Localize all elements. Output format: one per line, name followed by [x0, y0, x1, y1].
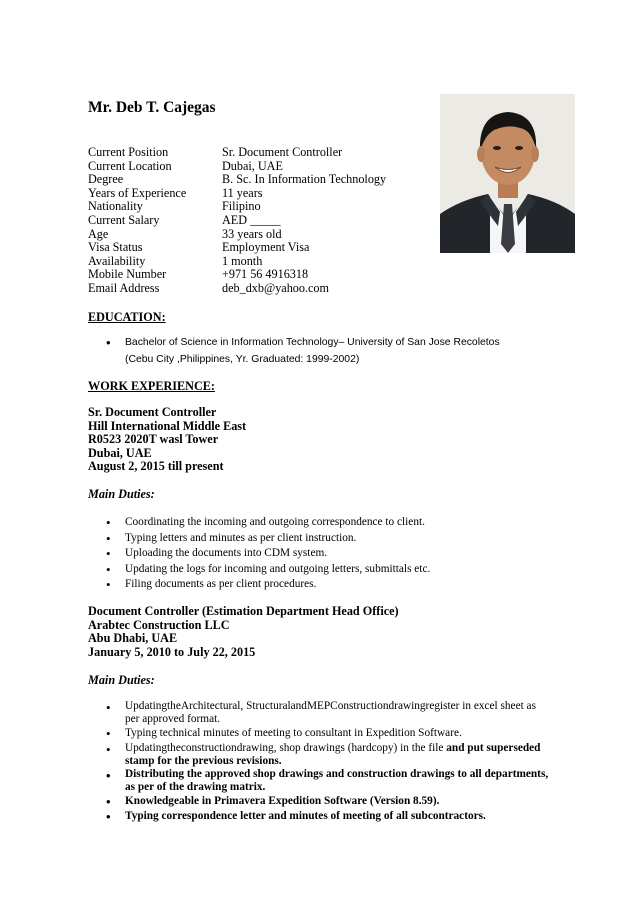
education-degree: Bachelor of Science in Information Technology– University of San Jose Recoletos [125, 337, 500, 348]
info-row-salary [88, 214, 386, 228]
info-label: Visa Status [88, 240, 143, 255]
duty-text: • Distributing the approved shop drawings and construction drawings to all departments, [125, 767, 549, 780]
job1-address: R0523 2020T wasl Tower [88, 432, 219, 447]
job1-title: Sr. Document Controller [88, 405, 217, 419]
education-details: (Cebu City ,Philippines, Yr. Graduated: 1999-2002) [125, 353, 360, 365]
info-row-email [88, 282, 386, 296]
duty-text: Updatingtheconstructiondrawing, shop drawings (hardcopy) in the file [125, 741, 447, 754]
info-label: Mobile Number [88, 267, 167, 282]
job2-period: January 5, 2010 to July 22, 2015 [88, 644, 256, 659]
resume-name: Mr. Deb T. Cajegas [88, 99, 216, 116]
info-label: Age [88, 226, 109, 241]
duty-item [88, 742, 588, 768]
duty-item: • Knowledgeable in Primavera Expedition Software (Version 8.59). [88, 794, 588, 810]
info-value: 1 month [222, 253, 263, 268]
duty-text-continued: per approved format. [125, 713, 221, 725]
personal-info-table [88, 146, 386, 296]
job2-title: Document Controller (Estimation Department Head Office) [88, 604, 399, 618]
info-value: deb_dxb@yahoo.com [222, 280, 330, 295]
info-label: Email Address [88, 280, 160, 295]
work-experience-heading: WORK EXPERIENCE: [88, 379, 215, 393]
info-label: Current Salary [88, 212, 160, 227]
info-row-degree [88, 173, 386, 187]
info-label: Availability [88, 253, 146, 268]
info-value: AED _____ [222, 212, 281, 227]
education-list [88, 335, 558, 368]
job2-duties-list [88, 700, 588, 825]
info-label: Current Position [88, 145, 169, 159]
info-row-current-position [88, 146, 386, 160]
info-value: Dubai, UAE [222, 158, 283, 173]
education-item [88, 335, 558, 368]
duty-text-bold: and put superseded [446, 741, 541, 754]
job1-company: Hill International Middle East [88, 418, 247, 433]
job1-block [88, 406, 246, 474]
info-value: 33 years old [222, 226, 282, 241]
job1-city: Dubai, UAE [88, 445, 152, 460]
info-label: Nationality [88, 199, 143, 214]
duty-item: • Uploading the documents into CDM system. [88, 546, 588, 562]
info-row-mobile [88, 268, 386, 282]
info-row-availability [88, 255, 386, 269]
info-label: Years of Experience [88, 185, 187, 200]
info-label: Degree [88, 172, 124, 187]
info-value: Employment Visa [222, 240, 310, 255]
job1-period: August 2, 2015 till present [88, 459, 224, 474]
info-row-age [88, 228, 386, 242]
info-value: B. Sc. In Information Technology [222, 172, 387, 187]
education-heading: EDUCATION: [88, 310, 166, 324]
info-value: 11 years [222, 185, 263, 200]
duty-item: • Typing correspondence letter and minutes of meeting of all subcontractors. [88, 809, 588, 825]
duty-item [88, 768, 588, 794]
job1-duties-label: Main Duties: [88, 487, 155, 501]
info-row-visa [88, 241, 386, 255]
info-value: Sr. Document Controller [222, 145, 343, 159]
duty-text: • UpdatingtheArchitectural, StructuralandMEPConstructiondrawingregister in excel sheet as [125, 700, 536, 712]
job2-city: Abu Dhabi, UAE [88, 631, 178, 646]
duty-text-continued: stamp for the previous revisions. [125, 754, 282, 767]
job2-block [88, 605, 399, 659]
portrait-illustration [440, 94, 575, 253]
info-value: +971 56 4916318 [222, 267, 309, 282]
duty-item: • Filing documents as per client procedures. [88, 577, 588, 593]
job1-duties-list [88, 515, 588, 593]
duty-item: • Typing technical minutes of meeting to consultant in Expedition Software. [88, 726, 588, 742]
duty-item: • Updating the logs for incoming and outgoing letters, submittals etc. [88, 562, 588, 578]
info-row-current-location [88, 160, 386, 174]
duty-item: • Typing letters and minutes as per client instruction. [88, 531, 588, 547]
info-label: Current Location [88, 158, 172, 173]
profile-photo [440, 94, 575, 253]
info-row-nationality [88, 200, 386, 214]
job2-duties-label: Main Duties: [88, 673, 155, 687]
duty-item [88, 700, 588, 726]
duty-item: • Coordinating the incoming and outgoing correspondence to client. [88, 515, 588, 531]
job2-company: Arabtec Construction LLC [88, 617, 230, 632]
duty-text-continued: as per of the drawing matrix. [125, 780, 266, 793]
info-value: Filipino [222, 199, 261, 214]
info-row-experience [88, 187, 386, 201]
